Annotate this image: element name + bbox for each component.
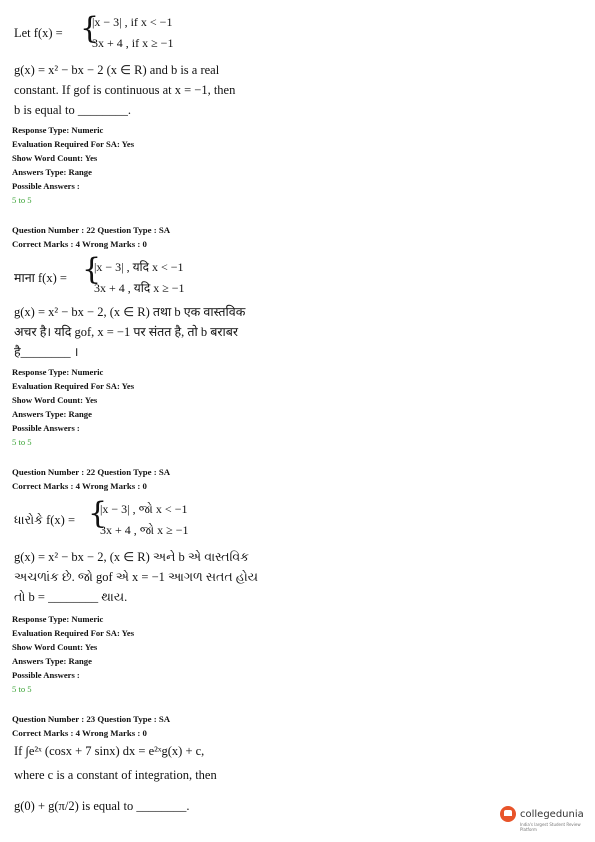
possible-answer-value: 5 to 5 [12,437,32,447]
function-definition-label: ધારોકે f(x) = [14,513,76,527]
possible-answers-label: Possible Answers : [12,181,80,191]
question-text-line-2: constant. If gof is continuous at x = −1, then [14,83,236,97]
question-text-line-2: अचर है। यदि gof, x = −1 पर संतत है, तो b बराबर [14,325,239,339]
show-word-count: Show Word Count: Yes [12,642,98,652]
response-type: Response Type: Numeric [12,125,104,135]
question-text-line-1: g(x) = x² − bx − 2, (x ∈ R) तथा b एक वास्तविक [14,305,246,319]
possible-answer-value: 5 to 5 [12,195,32,205]
question-marks: Correct Marks : 4 Wrong Marks : 0 [12,728,147,738]
question-marks: Correct Marks : 4 Wrong Marks : 0 [12,239,147,249]
question-header [12,712,170,740]
question-header [12,465,170,493]
question-marks: Correct Marks : 4 Wrong Marks : 0 [12,481,147,491]
function-definition-label: Let f(x) = [14,26,63,40]
question-text-line-2: અચળાંક છે. જો gof એ x = −1 આગળ સતત હોય [14,570,258,584]
piecewise-case-1: |x − 3| , यदि x < −1 [94,260,184,274]
evaluation-required: Evaluation Required For SA: Yes [12,628,135,638]
response-meta [12,365,134,449]
show-word-count: Show Word Count: Yes [12,395,98,405]
piecewise-case-1: |x − 3| , જો x < −1 [100,502,188,516]
response-meta [12,123,134,207]
response-meta [12,612,134,696]
question-text-line-3: g(0) + g(π/2) is equal to ________. [14,799,190,813]
possible-answers-label: Possible Answers : [12,423,80,433]
answers-type: Answers Type: Range [12,167,92,177]
piecewise-brace: { [82,252,102,287]
piecewise-case-1: |x − 3| , if x < −1 [92,15,173,29]
question-text-line-3: b is equal to ________. [14,103,132,117]
show-word-count: Show Word Count: Yes [12,153,98,163]
collegedunia-logo [500,806,584,822]
response-type: Response Type: Numeric [12,614,104,624]
question-number-type: Question Number : 23 Question Type : SA [12,714,171,724]
question-text-line-1: If ∫e²ˣ (cosx + 7 sinx) dx = e²ˣg(x) + c, [14,744,205,758]
question-text-line-3: है________ । [14,345,79,359]
possible-answers-label: Possible Answers : [12,670,80,680]
brand-name: collegedunia [520,808,584,820]
function-definition-label: माना f(x) = [14,271,67,285]
question-number-type: Question Number : 22 Question Type : SA [12,467,171,477]
graduation-cap-icon [500,806,516,822]
possible-answer-value: 5 to 5 [12,684,32,694]
answers-type: Answers Type: Range [12,656,92,666]
evaluation-required: Evaluation Required For SA: Yes [12,381,135,391]
answers-type: Answers Type: Range [12,409,92,419]
question-number-type: Question Number : 22 Question Type : SA [12,225,171,235]
piecewise-case-2: 3x + 4 , if x ≥ −1 [92,36,174,50]
piecewise-brace: { [88,496,108,531]
question-text-line-2: where c is a constant of integration, then [14,768,217,782]
evaluation-required: Evaluation Required For SA: Yes [12,139,135,149]
question-text-line-3: તો b = ________ થાય. [14,590,128,604]
question-text-line-1: g(x) = x² − bx − 2 (x ∈ R) and b is a real [14,63,220,77]
piecewise-case-2: 3x + 4 , જો x ≥ −1 [100,523,189,537]
response-type: Response Type: Numeric [12,367,104,377]
question-text-line-1: g(x) = x² − bx − 2, (x ∈ R) અને b એ વાસ્તવિક [14,550,249,564]
piecewise-brace: { [80,11,100,46]
brand-tagline: India's largest Student Review Platform [520,822,581,832]
piecewise-case-2: 3x + 4 , यदि x ≥ −1 [94,281,185,295]
question-header [12,223,170,251]
